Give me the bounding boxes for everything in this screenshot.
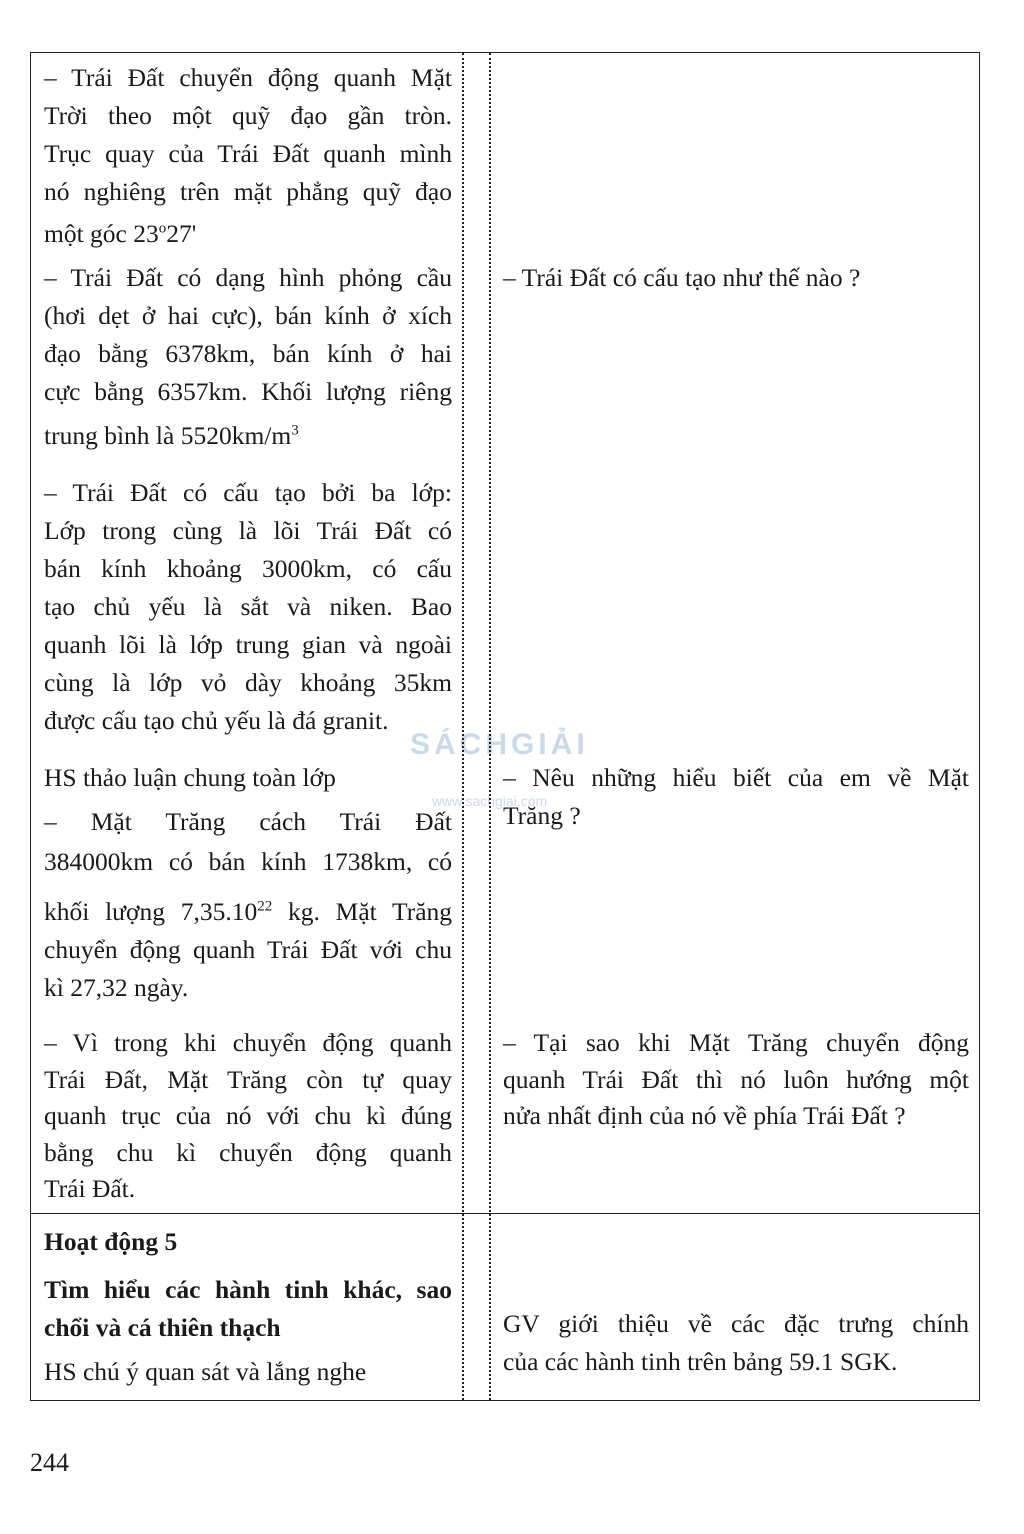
superscript: 3 xyxy=(291,422,299,439)
activity-heading: Hoạt động 5 xyxy=(44,1227,178,1256)
student-block-orbit xyxy=(44,59,452,253)
text-line: Lớp trong cùng là lõi Trái Đất có xyxy=(44,516,452,545)
watermark-logo: SÁCHGIẢI xyxy=(410,728,589,761)
text-line: bán kính khoảng 3000km, có cấu xyxy=(44,554,452,583)
watermark-url: www.sachgiai.com xyxy=(432,793,548,809)
student-activity: HS chú ý quan sát và lắng nghe xyxy=(44,1357,367,1386)
superscript: 22 xyxy=(257,898,273,915)
text-line: (hơi dẹt ở hai cực), bán kính ở xích xyxy=(44,301,452,330)
text-line: HS thảo luận chung toàn lớp xyxy=(44,763,336,792)
text-line: của các hành tinh trên bảng 59.1 SGK. xyxy=(503,1347,898,1376)
text-line: Trái Đất, Mặt Trăng còn tự quay xyxy=(44,1064,452,1094)
teacher-question-rotation xyxy=(503,1025,969,1135)
text-line xyxy=(44,417,452,455)
text-line: cực bằng 6357km. Khối lượng riêng xyxy=(44,377,452,406)
student-block-rotation xyxy=(44,1025,452,1208)
row-divider xyxy=(31,1213,979,1214)
text-line: Trời theo một quỹ đạo gần tròn. xyxy=(44,101,452,130)
text-line: được cấu tạo chủ yếu là đá granit. xyxy=(44,706,389,735)
text-line: quanh Trái Đất thì nó luôn hướng một xyxy=(503,1064,969,1094)
text-line: – Trái Đất có cấu tạo bởi ba lớp: xyxy=(44,478,452,507)
text-line: GV giới thiệu về các đặc trưng chính xyxy=(503,1309,969,1338)
teacher-question-moon xyxy=(503,759,969,835)
text-line: tạo chủ yếu là sắt và niken. Bao xyxy=(44,592,452,621)
student-block-layers xyxy=(44,474,452,740)
student-block-shape xyxy=(44,259,452,455)
text-line: đạo bằng 6378km, bán kính ở hai xyxy=(44,339,452,368)
text-line: nó nghiêng trên mặt phẳng quỹ đạo xyxy=(44,177,452,206)
activity-5-teacher xyxy=(503,1305,969,1381)
text-fragment: một góc 23 xyxy=(44,219,159,248)
text-line: bằng chu kì chuyển động quanh xyxy=(44,1137,452,1167)
activity-subheading: chổi và cá thiên thạch xyxy=(44,1313,281,1342)
column-divider xyxy=(462,53,464,1400)
text-line: cùng là lớp vỏ dày khoảng 35km xyxy=(44,668,452,697)
text-line: kì 27,32 ngày. xyxy=(44,973,189,1002)
text-line xyxy=(44,215,452,253)
text-fragment: khối lượng 7,35.10 xyxy=(44,897,258,926)
teacher-question-structure: – Trái Đất có cấu tạo như thế nào ? xyxy=(503,263,861,292)
text-line: – Trái Đất có dạng hình phỏng cầu xyxy=(44,263,452,292)
text-line: – Mặt Trăng cách Trái Đất xyxy=(44,807,452,836)
text-line: 384000km có bán kính 1738km, có xyxy=(44,847,452,876)
page-number: 244 xyxy=(30,1448,69,1477)
text-fragment: 27' xyxy=(166,219,197,248)
text-line: – Tại sao khi Mặt Trăng chuyển động xyxy=(503,1028,969,1057)
text-line: – Nêu những hiểu biết của em về Mặt xyxy=(503,763,969,792)
text-fragment: trung bình là 5520km/m xyxy=(44,421,292,450)
text-line: quanh trục của nó với chu kì đúng xyxy=(44,1101,452,1130)
superscript: o xyxy=(158,220,167,237)
text-line: chuyển động quanh Trái Đất với chu xyxy=(44,935,452,964)
text-fragment: kg. Mặt Trăng xyxy=(288,897,453,926)
text-line: Trái Đất. xyxy=(44,1174,136,1203)
text-line: Trăng ? xyxy=(503,801,581,830)
text-line: Trục quay của Trái Đất quanh mình xyxy=(44,139,452,168)
activity-5-student xyxy=(44,1223,452,1391)
text-line: – Trái Đất chuyển động quanh Mặt xyxy=(44,63,452,92)
text-line: – Vì trong khi chuyển động quanh xyxy=(44,1028,452,1057)
lesson-table xyxy=(30,52,980,1401)
student-block-moon xyxy=(44,759,452,1007)
column-divider xyxy=(489,53,491,1400)
text-line xyxy=(44,893,452,931)
activity-subheading: Tìm hiểu các hành tinh khác, sao xyxy=(44,1275,452,1304)
text-line: quanh lõi là lớp trung gian và ngoài xyxy=(44,630,452,659)
text-line: nửa nhất định của nó về phía Trái Đất ? xyxy=(503,1101,906,1130)
